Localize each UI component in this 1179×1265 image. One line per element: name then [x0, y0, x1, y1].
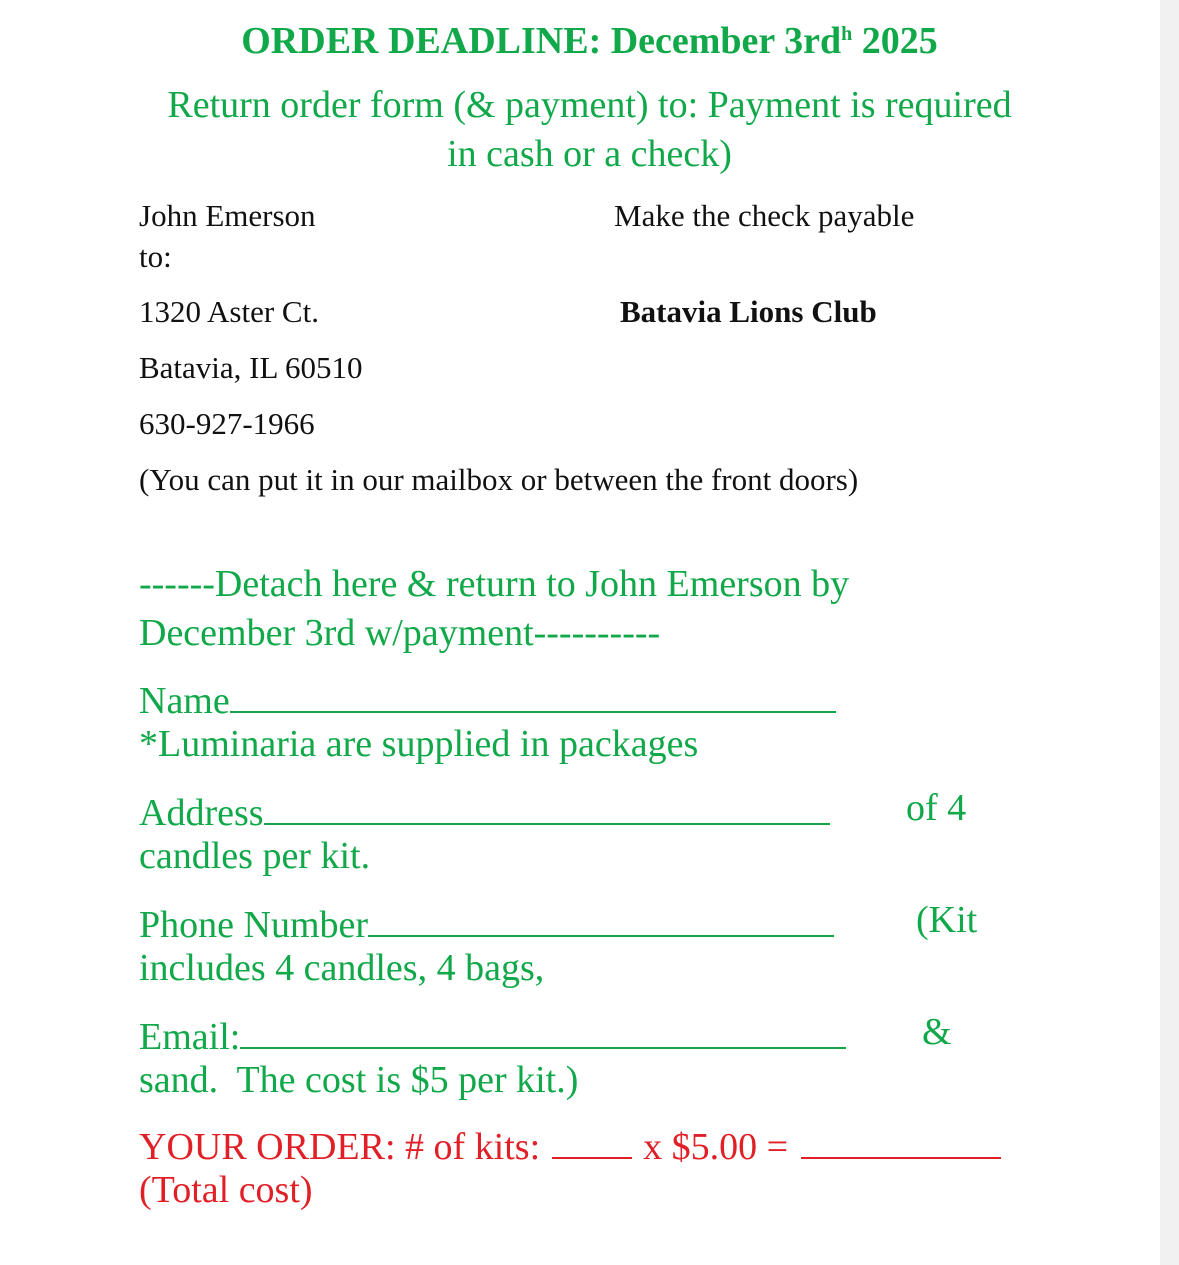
name-field-row	[139, 677, 836, 720]
contact-city: Batavia, IL 60510	[139, 350, 363, 385]
total-blank-line[interactable]	[801, 1123, 1001, 1159]
deadline-text: ORDER DEADLINE: December 3rd	[241, 20, 842, 62]
return-instructions-line-1: Return order form (& payment) to: Payment is required	[167, 84, 1012, 126]
payable-label: Make the check payable	[614, 198, 915, 233]
of-4-text: of 4	[906, 787, 967, 829]
sand-cost-text: sand. The cost is $5 per kit.)	[139, 1059, 579, 1101]
address-blank-line[interactable]	[264, 789, 830, 825]
contact-street: 1320 Aster Ct.	[139, 294, 319, 329]
payee-name: Batavia Lions Club	[620, 294, 877, 329]
contact-to: to:	[139, 239, 172, 274]
detach-line-2: December 3rd w/payment----------	[139, 612, 661, 654]
phone-blank-line[interactable]	[368, 901, 834, 937]
detach-line-1: ------Detach here & return to John Emerson by	[139, 563, 850, 605]
phone-label: Phone Number	[139, 904, 369, 946]
dropoff-note: (You can put it in our mailbox or between the front doors)	[139, 462, 859, 497]
order-price: x $5.00 =	[643, 1126, 789, 1168]
kit-count-blank-line[interactable]	[552, 1123, 632, 1159]
ampersand-text: &	[922, 1011, 952, 1053]
order-label: YOUR ORDER: # of kits:	[139, 1126, 541, 1168]
total-cost-label: (Total cost)	[139, 1169, 313, 1211]
email-label: Email:	[139, 1016, 241, 1058]
luminaria-note: *Luminaria are supplied in packages	[139, 723, 699, 765]
address-label: Address	[139, 792, 264, 834]
contact-phone: 630-927-1966	[139, 406, 315, 441]
return-instructions-line-2: in cash or a check)	[447, 133, 732, 175]
address-field-row	[139, 789, 830, 832]
phone-field-row	[139, 901, 834, 944]
order-deadline-heading	[0, 22, 1179, 60]
kit-includes-text: includes 4 candles, 4 bags,	[139, 947, 545, 989]
order-row	[139, 1123, 1001, 1166]
deadline-superscript: h	[841, 23, 853, 45]
candles-per-kit-text: candles per kit.	[139, 835, 371, 877]
page-edge-scrollbar	[1160, 0, 1179, 1265]
contact-name: John Emerson	[139, 198, 316, 233]
name-blank-line[interactable]	[230, 677, 836, 713]
name-label: Name	[139, 680, 230, 722]
email-field-row	[139, 1013, 846, 1056]
email-blank-line[interactable]	[240, 1013, 846, 1049]
deadline-year: 2025	[852, 20, 938, 62]
kit-open-text: (Kit	[916, 899, 978, 941]
